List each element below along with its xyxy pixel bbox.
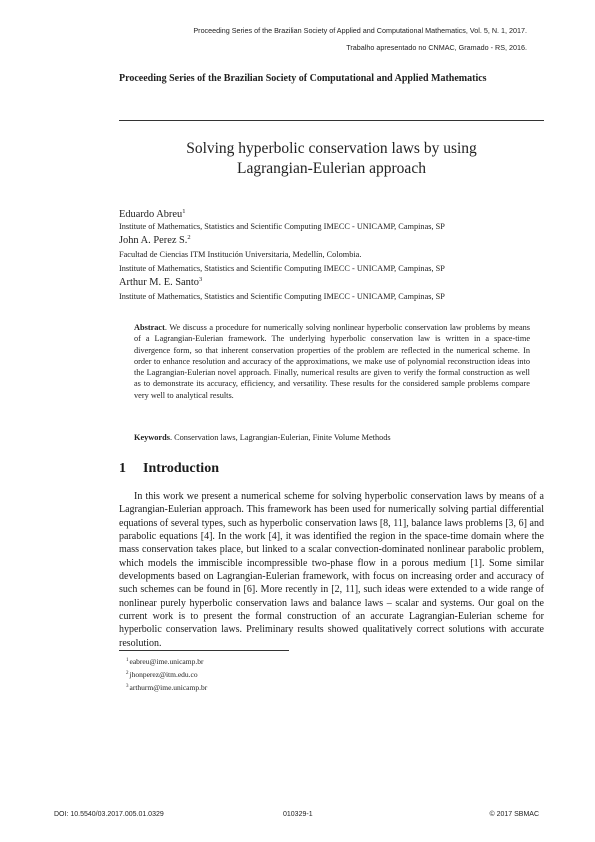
- footnote-mark: 1: [126, 658, 129, 663]
- footnote-mark: 3: [126, 684, 129, 689]
- author-2-affiliation-2: Institute of Mathematics, Statistics and Scientific Computing IMECC - UNICAMP, Campinas, SP: [119, 264, 445, 273]
- footnote-email: arthurm@ime.unicamp.br: [129, 683, 208, 692]
- footnote-mark: 3: [198, 276, 203, 283]
- section-title: Introduction: [143, 461, 219, 476]
- keywords-label: Keywords: [134, 433, 170, 442]
- footnote-1: [126, 657, 203, 666]
- running-header-conference: Trabalho apresentado no CNMAC, Gramado - RS, 2016.: [346, 43, 527, 52]
- abstract: [134, 322, 530, 401]
- footer-copyright: © 2017 SBMAC: [489, 811, 539, 818]
- author-name: John A. Perez S.: [119, 235, 188, 246]
- title-line-1: Solving hyperbolic conservation laws by using: [186, 140, 477, 157]
- running-header-journal: Proceeding Series of the Brazilian Society of Applied and Computational Mathematics, Vol. 5, N. 1, 2017.: [193, 26, 527, 35]
- footer-doi: DOI: 10.5540/03.2017.005.01.0329: [54, 811, 164, 818]
- keywords-text: . Conservation laws, Lagrangian-Eulerian, Finite Volume Methods: [169, 433, 391, 442]
- footnote-email: eabreu@ime.unicamp.br: [129, 657, 204, 666]
- author-2-name: [119, 234, 191, 246]
- abstract-label: Abstract: [134, 323, 165, 332]
- section-number: 1: [119, 461, 126, 476]
- author-1-affiliation: Institute of Mathematics, Statistics and Scientific Computing IMECC - UNICAMP, Campinas, SP: [119, 222, 445, 231]
- author-1-name: [119, 208, 185, 220]
- footnote-rule: [119, 650, 289, 651]
- footnote-email: jhonperez@itm.edu.co: [129, 670, 198, 679]
- title-line-2: Lagrangian-Eulerian approach: [237, 160, 426, 177]
- author-3-name: [119, 276, 202, 288]
- keywords: [134, 433, 391, 442]
- paper-title: [119, 139, 544, 179]
- header-rule: [119, 120, 544, 121]
- footnote-mark: 1: [182, 208, 186, 215]
- author-3-affiliation: Institute of Mathematics, Statistics and Scientific Computing IMECC - UNICAMP, Campinas, SP: [119, 292, 445, 301]
- abstract-text: . We discuss a procedure for numerically solving nonlinear hyperbolic conservation law problems by means of a Lagrangian-Eulerian framework. The underlying hyperbolic conservation law is written in a space-time divergence form, so that inherent conservation properties of the problem are reflected in the numerical scheme. In order to enhance resolution and accuracy of the approximations, we make use of polynomial reconstruction ideas into the Lagrangian-Eulerian novel approach. Finally, numerical results are given to verify the formal construction as well as to demonstrate its accuracy, efficiency, and versatility. These results for the considered sample problems compare very well to analytical results.: [134, 323, 530, 400]
- author-name: Eduardo Abreu: [119, 209, 183, 220]
- introduction-body: [119, 490, 544, 650]
- footer-page-number: 010329-1: [283, 811, 313, 818]
- author-name: Arthur M. E. Santo: [119, 277, 199, 288]
- footnote-3: [126, 683, 207, 692]
- footnote-mark: 2: [126, 671, 129, 676]
- author-2-affiliation-1: Facultad de Ciencias ITM Institución Universitaria, Medellín, Colombia.: [119, 250, 362, 259]
- introduction-paragraph: In this work we present a numerical scheme for solving hyperbolic conservation laws by means of a Lagrangian-Eulerian approach. This framework has been used for numerically solving partial differential equations of several types, such as hyperbolic conservation laws [8, 11], balance laws problems [3, 6] and parabolic equations [4]. In the work [4], it was identified the region in the space-time domain where the mass conservation takes place, but linked to a scalar convection-dominated nonlinear parabolic problem, which models the immiscible incompressible two-phase flow in a porous medium [1]. Some similar developments based on Lagrangian-Eulerian framework, with focus on increasing order and accuracy of such schemes can be found in [6]. More recently in [2, 11], such ideas were extended to a wide range of nonlinear purely hyperbolic conservation laws and balance laws – scalar and systems. Our goal on the current work is to present the formal construction of an accurate Lagrangian-Eulerian scheme for hyperbolic conservation laws. Preliminary results showed qualitatively correct solutions with accurate resolution.: [119, 491, 544, 649]
- series-title: Proceeding Series of the Brazilian Society of Computational and Applied Mathematics: [119, 73, 487, 84]
- footnote-mark: 2: [187, 234, 191, 241]
- section-heading: [119, 461, 219, 477]
- footnote-2: [126, 670, 198, 679]
